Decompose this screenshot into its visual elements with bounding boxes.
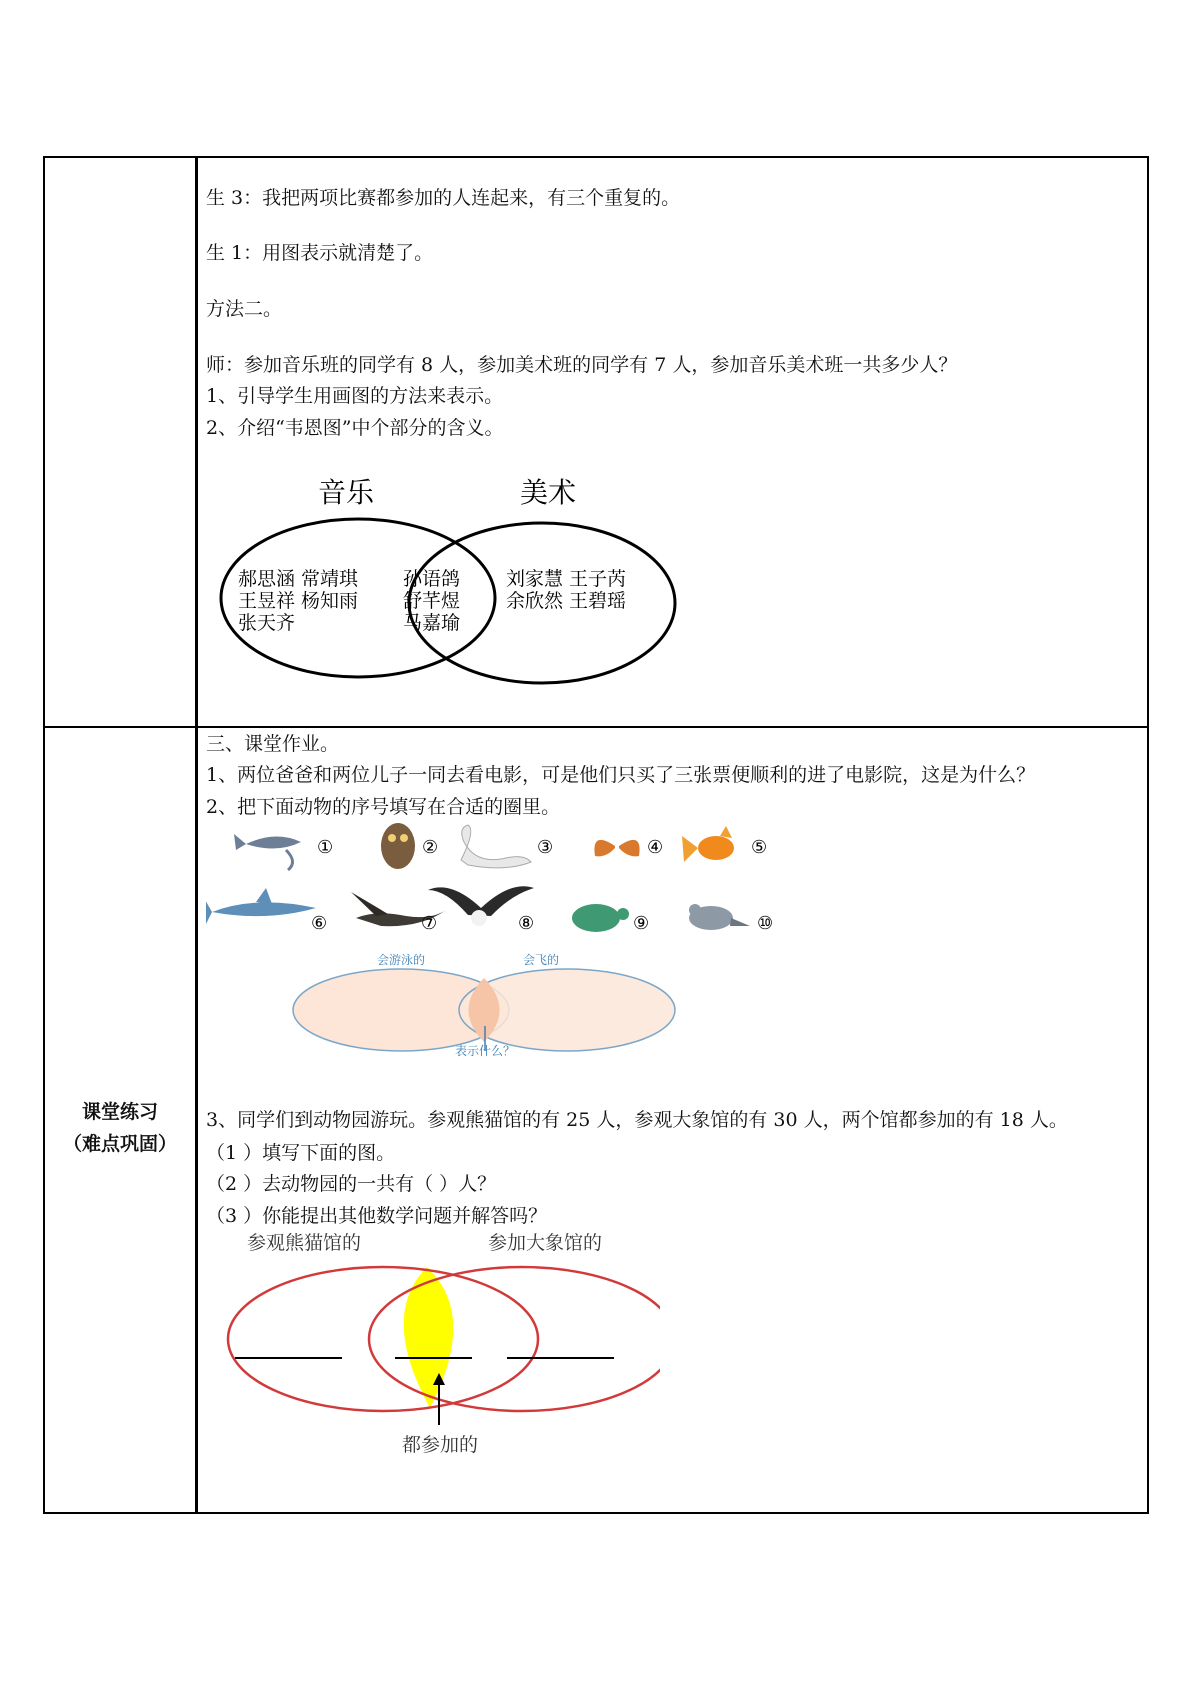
question-3-sub-3: （3 ）你能提出其他数学问题并解答吗？ (206, 1205, 548, 1227)
shark-icon (206, 888, 316, 924)
step-2: 2、介绍“韦恩图”中个部分的含义。 (206, 417, 504, 439)
animal-pictures (206, 820, 806, 970)
venn3-left-title: 参观熊猫馆的 (246, 1232, 362, 1254)
row-label (45, 1096, 195, 1160)
butterfly-icon (594, 840, 639, 856)
venn1-middle-names-3: 马嘉瑜 (403, 612, 461, 634)
step-1: 1、引导学生用画图的方法来表示。 (206, 385, 504, 407)
goldfish-icon (682, 826, 734, 862)
column-divider (195, 158, 198, 1512)
venn3-left-circle (228, 1267, 538, 1411)
row-label-line1: 课堂练习 (81, 1101, 158, 1123)
animal-num-2: ② (422, 837, 439, 858)
animal-num-1: ① (317, 837, 334, 858)
turtle-icon (572, 904, 629, 932)
venn3-right-title: 参加大象馆的 (487, 1232, 603, 1254)
question-2: 2、把下面动物的序号填写在合适的圈里。 (206, 796, 561, 818)
dialogue-student3: 生 3：我把两项比赛都参加的人连起来，有三个重复的。 (206, 187, 681, 209)
venn2-left-title: 会游泳的 (376, 953, 426, 967)
venn1-left-names-3: 张天齐 (238, 612, 296, 634)
venn2-pointer-label: 表示什么？ (454, 1044, 516, 1058)
venn1-right-names-2: 余欣然 王碧瑶 (506, 590, 627, 612)
venn1-left-names-1: 郝思涵 常靖琪 (238, 568, 359, 590)
dialogue-student1: 生 1：用图表示就清楚了。 (206, 242, 434, 264)
venn-panda-elephant (210, 1225, 660, 1465)
question-3-sub-2: （2 ）去动物园的一共有（ ）人？ (206, 1173, 497, 1195)
venn1-left-names-2: 王昱祥 杨知雨 (238, 590, 359, 612)
fish-icon (234, 834, 301, 870)
venn1-right-names-1: 刘家慧 王子芮 (506, 568, 627, 590)
animal-num-9: ⑨ (633, 913, 650, 934)
venn1-middle-names-2: 舒芊煜 (403, 590, 461, 612)
animal-num-7: ⑦ (421, 913, 438, 934)
animal-num-3: ③ (537, 837, 554, 858)
animal-num-5: ⑤ (751, 837, 768, 858)
venn-swim-fly (285, 950, 685, 1080)
animal-num-10: ⑩ (757, 913, 774, 934)
row-divider (45, 726, 1147, 728)
teacher-question: 师：参加音乐班的同学有 8 人，参加美术班的同学有 7 人，参加音乐美术班一共多少人？ (206, 354, 958, 376)
venn1-right-title: 美术 (519, 476, 577, 509)
owl-icon (381, 823, 415, 869)
question-3-sub-1: （1 ）填写下面的图。 (206, 1142, 396, 1164)
homework-heading: 三、课堂作业。 (206, 733, 340, 755)
venn1-left-title: 音乐 (317, 476, 375, 509)
venn1-middle-names-1: 孙语鸽 (403, 568, 461, 590)
animal-num-6: ⑥ (311, 913, 328, 934)
method-two: 方法二。 (206, 298, 283, 320)
question-3: 3、同学们到动物园游玩。参观熊猫馆的有 25 人，参观大象馆的有 30 人，两个馆都参加的有 18 人。 (206, 1109, 1068, 1131)
pigeon-icon (689, 904, 750, 930)
venn-music-art (210, 470, 690, 690)
venn3-pointer-label: 都参加的 (401, 1434, 479, 1456)
swan-icon (461, 825, 531, 868)
animal-num-8: ⑧ (518, 913, 535, 934)
question-1: 1、两位爸爸和两位儿子一同去看电影，可是他们只买了三张票便顺利的进了电影院，这是为什么？ (206, 764, 1036, 786)
venn2-right-title: 会飞的 (522, 953, 560, 967)
row-label-line2: （难点巩固） (62, 1133, 177, 1155)
animal-num-4: ④ (647, 837, 664, 858)
